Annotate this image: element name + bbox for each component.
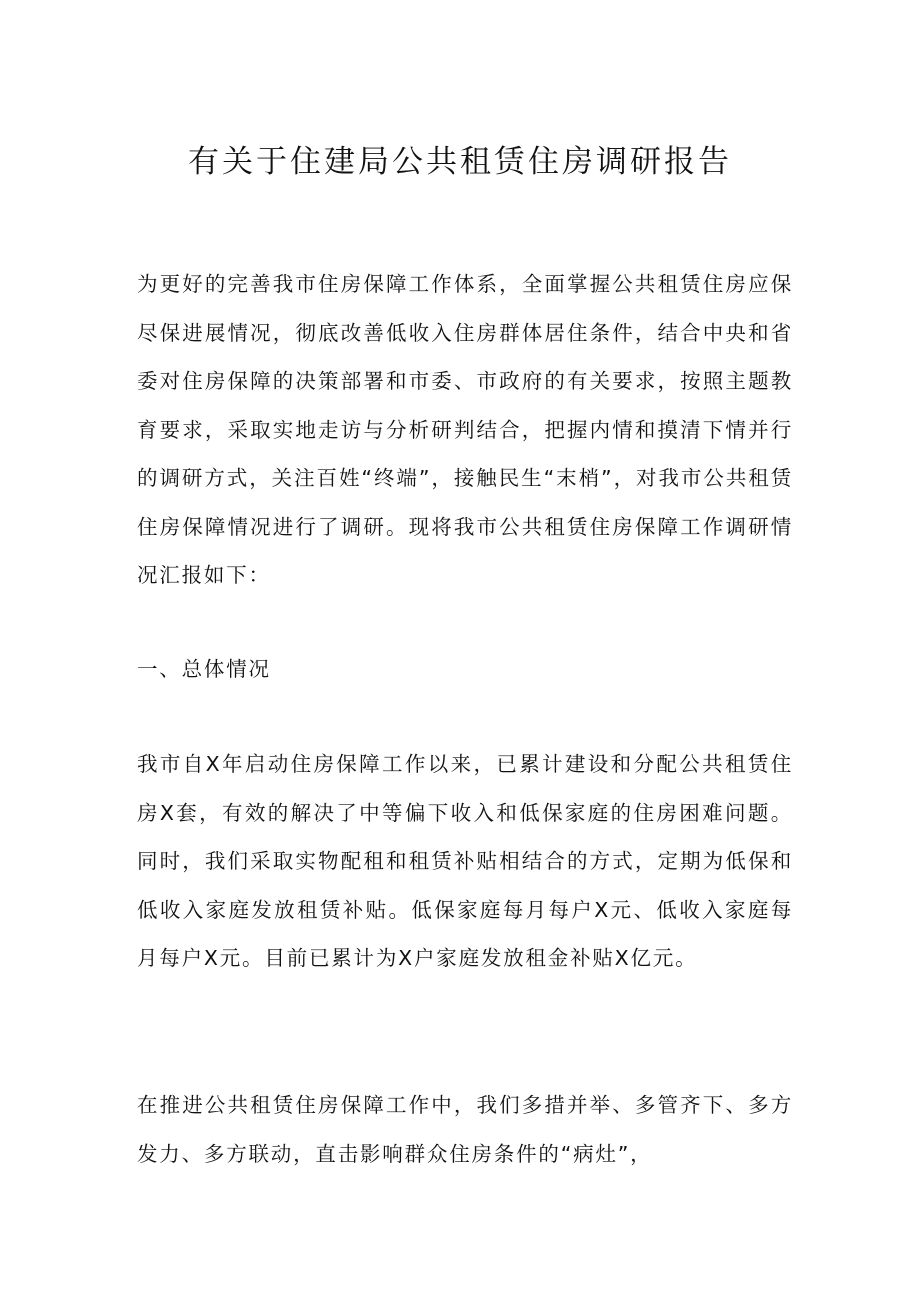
overview-paragraph-2: 在推进公共租赁住房保障工作中，我们多措并举、多管齐下、多方发力、多方联动，直击影响群众住房条件的“病灶”，	[137, 1093, 793, 1166]
overview-paragraph-1: 我市自X年启动住房保障工作以来，已累计建设和分配公共租赁住房X套，有效的解决了中等偏下收入和低保家庭的住房困难问题。同时，我们采取实物配租和租赁补贴相结合的方式，定期为低保和低收入家庭发放租赁补贴。低保家庭每月每户X元、低收入家庭每月每户X元。目前已累计为X户家庭发放租金补贴X亿元。	[137, 752, 793, 970]
intro-paragraph: 为更好的完善我市住房保障工作体系，全面掌握公共租赁住房应保尽保进展情况，彻底改善低收入住房群体居住条件，结合中央和省委对住房保障的决策部署和市委、市政府的有关要求，按照主题教育要求，采取实地走访与分析研判结合，把握内情和摸清下情并行的调研方式，关注百姓“终端”，接触民生“末梢”，对我市公共租赁住房保障情况进行了调研。现将我市公共租赁住房保障工作调研情况汇报如下：	[137, 272, 793, 587]
document-title: 有关于住建局公共租赁住房调研报告	[188, 144, 732, 180]
section-heading-overview: 一、总体情况	[137, 657, 271, 681]
